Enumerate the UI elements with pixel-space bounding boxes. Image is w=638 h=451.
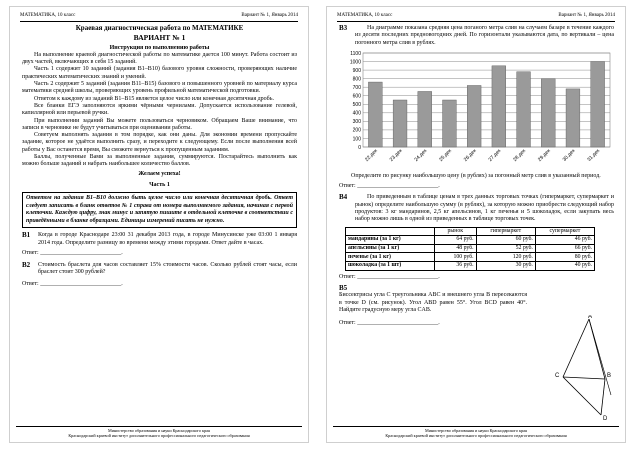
instruction-paragraph: Все бланки ЕГЭ заполняются яркими чёрными чернилами. Допускается использование гелевой, капиллярной или перьевой ручки. (22, 102, 297, 117)
footer-line: Министерство образования и науки Краснодарского края (425, 428, 527, 433)
table-row (346, 236, 595, 245)
task-b2 (22, 262, 297, 277)
column-header: гипермаркет (476, 227, 535, 236)
bar (368, 82, 382, 147)
task-b1 (22, 232, 297, 247)
instruction-paragraph: Ответом к каждому из заданий B1–B15 является целое число или конечная десятичная дробь. (34, 95, 274, 102)
page-header (20, 13, 298, 22)
task-text: Биссектрисы угла С треугольника ABC и внешнего угла В пересекаются в точке D (см. рисунок). Угол ABD равен 55°. Угол BCD равен 40°. Найдите градусную меру угла CAB. (339, 292, 527, 313)
price-cell: 36 руб. (435, 262, 477, 271)
price-cell: 120 руб. (476, 253, 535, 262)
header-variant: Вариант № 1, Январь 2014 (558, 13, 615, 18)
task-number: B3 (339, 24, 348, 32)
y-tick-label: 600 (352, 93, 361, 100)
page-1 (9, 6, 309, 443)
x-tick-label: 29.дек (536, 148, 552, 163)
answer-line[interactable]: Ответ: ___________________________. (339, 273, 440, 280)
header-subject: МАТЕМАТИКА, 10 класс (20, 13, 76, 18)
column-header: супермаркет (535, 227, 594, 236)
task-text: Стоимость браслета для часов составляет 15% стоимости часов. Сколько рублей стоят часы, если браслет стоит 300 рублей? (38, 262, 297, 276)
vertex-label-a: A (588, 315, 593, 320)
header-variant: Вариант № 1, Январь 2014 (241, 13, 298, 18)
task-number: B2 (22, 261, 31, 270)
x-tick-label: 31.дек (586, 148, 602, 163)
table-header-row (346, 227, 595, 236)
price-cell: 80 руб. (535, 253, 594, 262)
bar (393, 100, 407, 147)
price-cell: 64 руб. (435, 236, 477, 245)
task-question: Определите по рисунку наибольшую цену (в рублях) за погонный метр слив в указанный период. (351, 172, 601, 179)
bar (517, 72, 531, 147)
row-label: шоколадка (за 1 шт) (346, 262, 435, 271)
price-cell: 100 руб. (435, 253, 477, 262)
y-tick-label: 900 (352, 67, 361, 74)
bar (418, 91, 432, 147)
page-footer (333, 426, 619, 438)
page-2 (326, 6, 626, 443)
answer-line[interactable]: Ответ: ___________________________. (22, 280, 123, 287)
answer-line[interactable]: Ответ: ___________________________. (339, 320, 440, 327)
y-tick-label: 300 (352, 119, 361, 126)
y-tick-label: 200 (352, 127, 361, 134)
x-tick-label: 30.дек (561, 148, 577, 163)
row-label: мандарины (за 1 кг) (346, 236, 435, 245)
vertex-label-c: C (555, 373, 560, 379)
task-b5 (339, 285, 614, 314)
page-footer (16, 426, 302, 438)
bar-chart-svg (339, 49, 616, 173)
wish-text: Желаем успеха! (138, 170, 181, 177)
task-text: Когда в городе Краснодаре 23:00 31 декабря 2013 года, в городе Минусинске уже 03:00 1 января 2014 года. Определите разницу во времени между этими городами. Ответ дайте в часах. (38, 232, 297, 246)
task-number: B5 (339, 283, 348, 292)
bar (591, 61, 605, 146)
page-header (337, 13, 615, 22)
footer-line: Министерство образования и науки Краснодарского края (108, 428, 210, 433)
instruction-paragraph: Баллы, полученные Вами за выполненные задания, суммируются. Постарайтесь выполнить как можно больше заданий и набрать наибольшее количество баллов. (22, 154, 297, 168)
bar (467, 85, 481, 147)
table-row (346, 244, 595, 253)
answer-line[interactable]: Ответ: ___________________________. (339, 183, 440, 190)
task-number: B1 (22, 231, 31, 240)
y-tick-label: 500 (352, 101, 361, 108)
column-header (346, 227, 435, 236)
task-text: По приведенным в таблице ценам в трех данных торговых точках (гипермаркет, супермаркет и рынок) определите наибольшую сумму (в рублях), за которую можно приобрести следующий набор продуктов: 3 кг мандаринов, 2,5 кг апельсинов, 1 кг печенья и 5 шоколадок, если закупать весь набор можно лишь в одной из приведенных в таблице торговых точек. (355, 194, 614, 223)
part-title: Часть 1 (149, 181, 170, 188)
column-header: рынок (435, 227, 477, 236)
row-label: апельсины (за 1 кг) (346, 244, 435, 253)
vertex-label-d: D (603, 416, 608, 421)
price-cell: 60 руб. (476, 236, 535, 245)
x-tick-label: 23.дек (388, 148, 404, 163)
bar (443, 100, 457, 147)
task-number: B4 (339, 193, 348, 202)
instruction-paragraph: Советуем выполнять задания в том порядке, как они даны. Для экономии времени пропускайте задание, которое не удаётся выполнить сразу, и переходите к следующему. Если после выполнения всей работы у Вас останется время, Вы сможете вернуться к пропущенным заданиям. (22, 132, 297, 153)
x-tick-label: 26.дек (462, 148, 478, 163)
table-row (346, 262, 595, 271)
y-tick-label: 800 (352, 76, 361, 83)
instruction-paragraph: Часть 2 содержит 5 заданий (задания B11–B15) базового и повышенного уровней по материалу курса математики средней школы, проверяющих уровень профильной математической подготовки. (22, 81, 297, 95)
bar (541, 79, 555, 147)
y-tick-label: 100 (352, 136, 361, 143)
x-tick-label: 24.дек (413, 148, 429, 163)
price-cell: 52 руб. (476, 244, 535, 253)
x-tick-label: 28.дек (512, 148, 527, 163)
footer-line: Краснодарский краевой институт дополнительного профессионального педагогического образования (68, 433, 250, 438)
y-tick-label: 400 (352, 110, 361, 117)
vertex-label-b: B (607, 373, 612, 379)
price-table (345, 227, 595, 271)
price-cell: 46 руб. (535, 236, 594, 245)
doc-title: Краевая диагностическая работа по МАТЕМАТИКЕ (75, 24, 244, 32)
y-tick-label: 1100 (350, 50, 361, 57)
instruction-paragraph: На выполнение краевой диагностической работы по математике дается 100 минут. Работа состоит из двух частей, включающих в себя 15 заданий. (22, 51, 297, 66)
price-cell: 66 руб. (535, 244, 594, 253)
instruction-paragraph: Часть 1 содержит 10 заданий (задания B1–B10) базового уровня сложности, проверяющих наличие практических математических знаний и умений. (22, 66, 297, 80)
answer-line[interactable]: Ответ: ___________________________. (22, 249, 123, 256)
y-tick-label: 700 (352, 84, 361, 91)
variant-title: ВАРИАНТ № 1 (133, 33, 186, 43)
instruction-paragraph: При выполнении заданий Вы можете пользоваться черновиком. Обращаем Ваше внимание, что записи в черновике не будут учитываться при оценивании работы. (22, 117, 297, 131)
answer-format-notice: Ответом на задания B1–B10 должно быть целое число или конечная десятичная дробь. Ответ следует записать в бланк ответов № 1 справа от номера выполняемого задания, начиная с первой клеточки. Каждую цифру, знак минус и запятую пишите в отдельной клеточке в соответствии с приведёнными в бланке образцами. Единицы измерений писать не нужно. (22, 192, 297, 228)
price-cell: 40 руб. (535, 262, 594, 271)
price-cell: 48 руб. (435, 244, 477, 253)
x-tick-label: 25.дек (438, 148, 453, 163)
task-b3 (339, 25, 614, 47)
header-subject: МАТЕМАТИКА, 10 класс (337, 13, 393, 18)
task-b4 (339, 194, 614, 223)
x-tick-label: 27.дек (487, 148, 503, 163)
y-tick-label: 1000 (349, 59, 361, 66)
price-cell: 30 руб. (476, 262, 535, 271)
table-row (346, 253, 595, 262)
bar (566, 89, 580, 147)
row-label: печенье (за 1 кг) (346, 253, 435, 262)
instructions-title: Инструкция по выполнению работы (109, 44, 210, 51)
x-tick-label: 22.дек (364, 148, 379, 163)
bar (492, 66, 506, 147)
y-tick-label: 0 (358, 144, 361, 151)
triangle-figure (551, 315, 615, 421)
task-text: На диаграмме показана средняя цена поганого метра слив на случаем базаре в течение каждого из десяти последних предновогодних дней. По горизонтали указываются дата, по вертикали – цена погонного метра слив в рублях. (355, 25, 614, 46)
price-chart (339, 49, 614, 173)
footer-line: Краснодарский краевой институт дополнительного профессионального педагогического образования (385, 433, 567, 438)
